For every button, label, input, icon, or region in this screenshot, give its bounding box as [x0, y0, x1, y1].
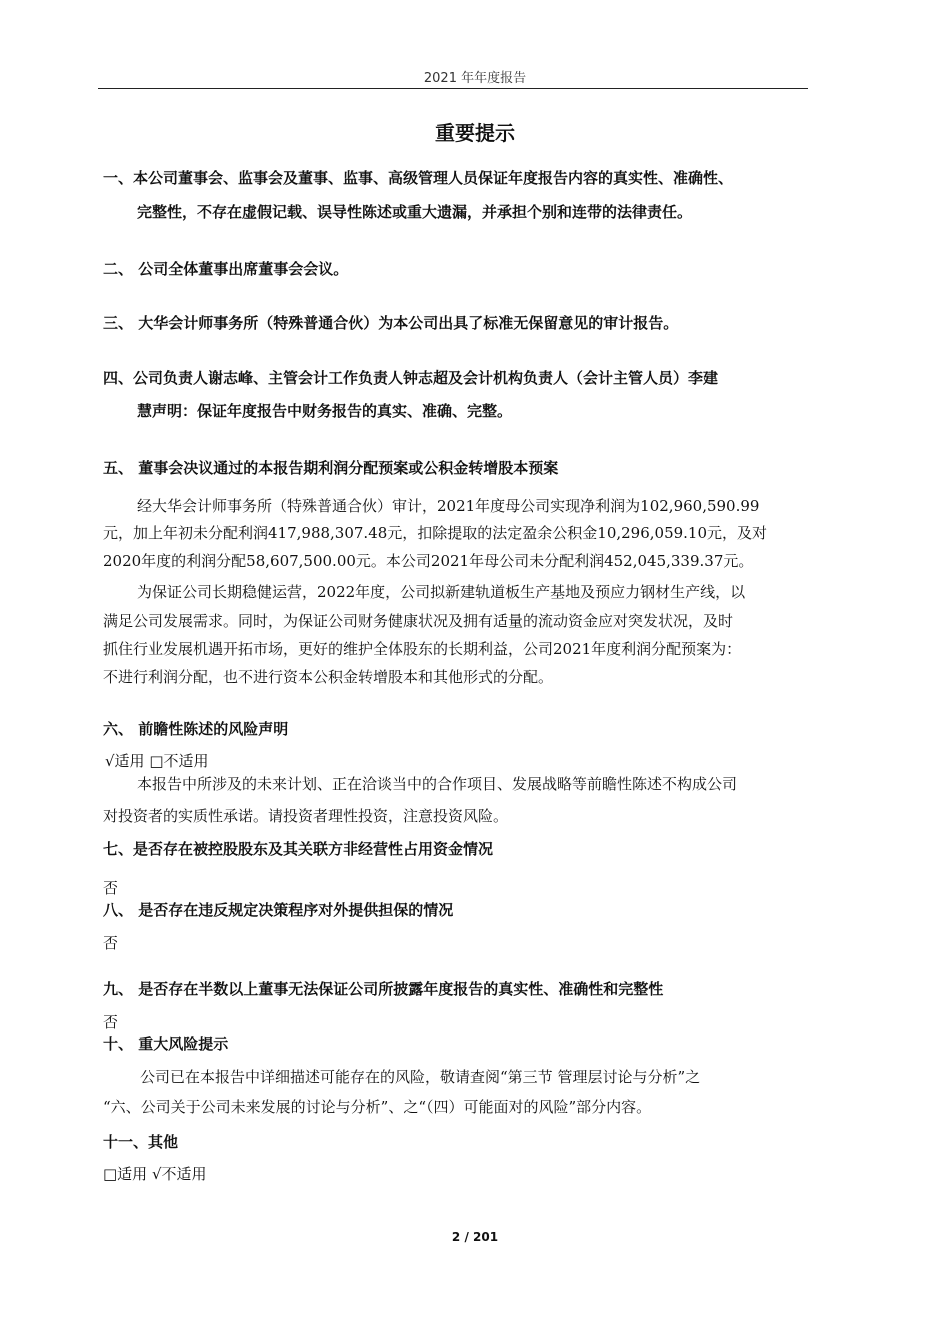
section-10-para-line-2: “六、公司关于公司未来发展的讨论与分析”、之“（四）可能面对的风险”部分内容。: [103, 1098, 652, 1116]
section-8-heading: 八、 是否存在违反规定决策程序对外提供担保的情况: [103, 901, 454, 919]
section-5-para-2-line-2: 满足公司发展需求。同时，为保证公司财务健康状况及拥有适量的流动资金应对突发状况，及时: [103, 612, 734, 630]
section-5-para-2-line-1: 为保证公司长期稳健运营，2022年度，公司拟新建轨道板生产基地及预应力钢材生产线，以: [137, 583, 746, 601]
page-title: 重要提示: [435, 121, 515, 145]
page-number: 2 / 201: [451, 1230, 499, 1244]
section-11-heading: 十一、其他: [103, 1133, 179, 1151]
section-10-para-line-1: 公司已在本报告中详细描述可能存在的风险，敬请查阅“第三节 管理层讨论与分析”之: [140, 1068, 701, 1086]
section-8-answer: 否: [103, 934, 119, 952]
section-11-applicability: □适用 √不适用: [103, 1165, 207, 1183]
section-4-line-1: 四、公司负责人谢志峰、主管会计工作负责人钟志超及会计机构负责人（会计主管人员）李建: [103, 369, 719, 387]
section-2: 二、 公司全体董事出席董事会会议。: [103, 260, 349, 278]
section-5-para-2-line-4: 不进行利润分配，也不进行资本公积金转增股本和其他形式的分配。: [103, 668, 554, 686]
section-5-heading: 五、 董事会决议通过的本报告期利润分配预案或公积金转增股本预案: [103, 459, 559, 477]
section-3: 三、 大华会计师事务所（特殊普通合伙）为本公司出具了标准无保留意见的审计报告。: [103, 314, 679, 332]
section-6-heading: 六、 前瞻性陈述的风险声明: [103, 720, 289, 738]
header-rule: [98, 88, 808, 89]
section-5-para-1-line-1: 经大华会计师事务所（特殊普通合伙）审计，2021年度母公司实现净利润为102,960,590.99: [137, 497, 760, 515]
section-9-answer: 否: [103, 1013, 119, 1031]
section-7-heading: 七、是否存在被控股股东及其关联方非经营性占用资金情况: [103, 840, 494, 858]
section-6-applicability: √适用 □不适用: [105, 752, 209, 770]
section-1-line-1: 一、本公司董事会、监事会及董事、监事、高级管理人员保证年度报告内容的真实性、准确性、: [103, 169, 734, 187]
section-5-para-1-line-2: 元，加上年初未分配利润417,988,307.48元，扣除提取的法定盈余公积金10,296,059.10元，及对: [103, 524, 768, 542]
section-4-line-2: 慧声明：保证年度报告中财务报告的真实、准确、完整。: [137, 402, 513, 420]
section-5-para-2-line-3: 抓住行业发展机遇开拓市场，更好的维护全体股东的长期利益，公司2021年度利润分配预案为：: [103, 640, 742, 658]
section-9-heading: 九、 是否存在半数以上董事无法保证公司所披露年度报告的真实性、准确性和完整性: [103, 980, 664, 998]
running-header: 2021 年年度报告: [423, 71, 527, 86]
section-5-para-1-line-3: 2020年度的利润分配58,607,500.00元。本公司2021年母公司未分配利润452,045,339.37元。: [103, 552, 754, 570]
section-7-answer: 否: [103, 879, 119, 897]
section-10-heading: 十、 重大风险提示: [103, 1035, 229, 1053]
section-1-line-2: 完整性，不存在虚假记载、误导性陈述或重大遗漏，并承担个别和连带的法律责任。: [137, 203, 693, 221]
section-6-para-line-2: 对投资者的实质性承诺。请投资者理性投资，注意投资风险。: [103, 807, 509, 825]
section-6-para-line-1: 本报告中所涉及的未来计划、正在洽谈当中的合作项目、发展战略等前瞻性陈述不构成公司: [137, 775, 738, 793]
